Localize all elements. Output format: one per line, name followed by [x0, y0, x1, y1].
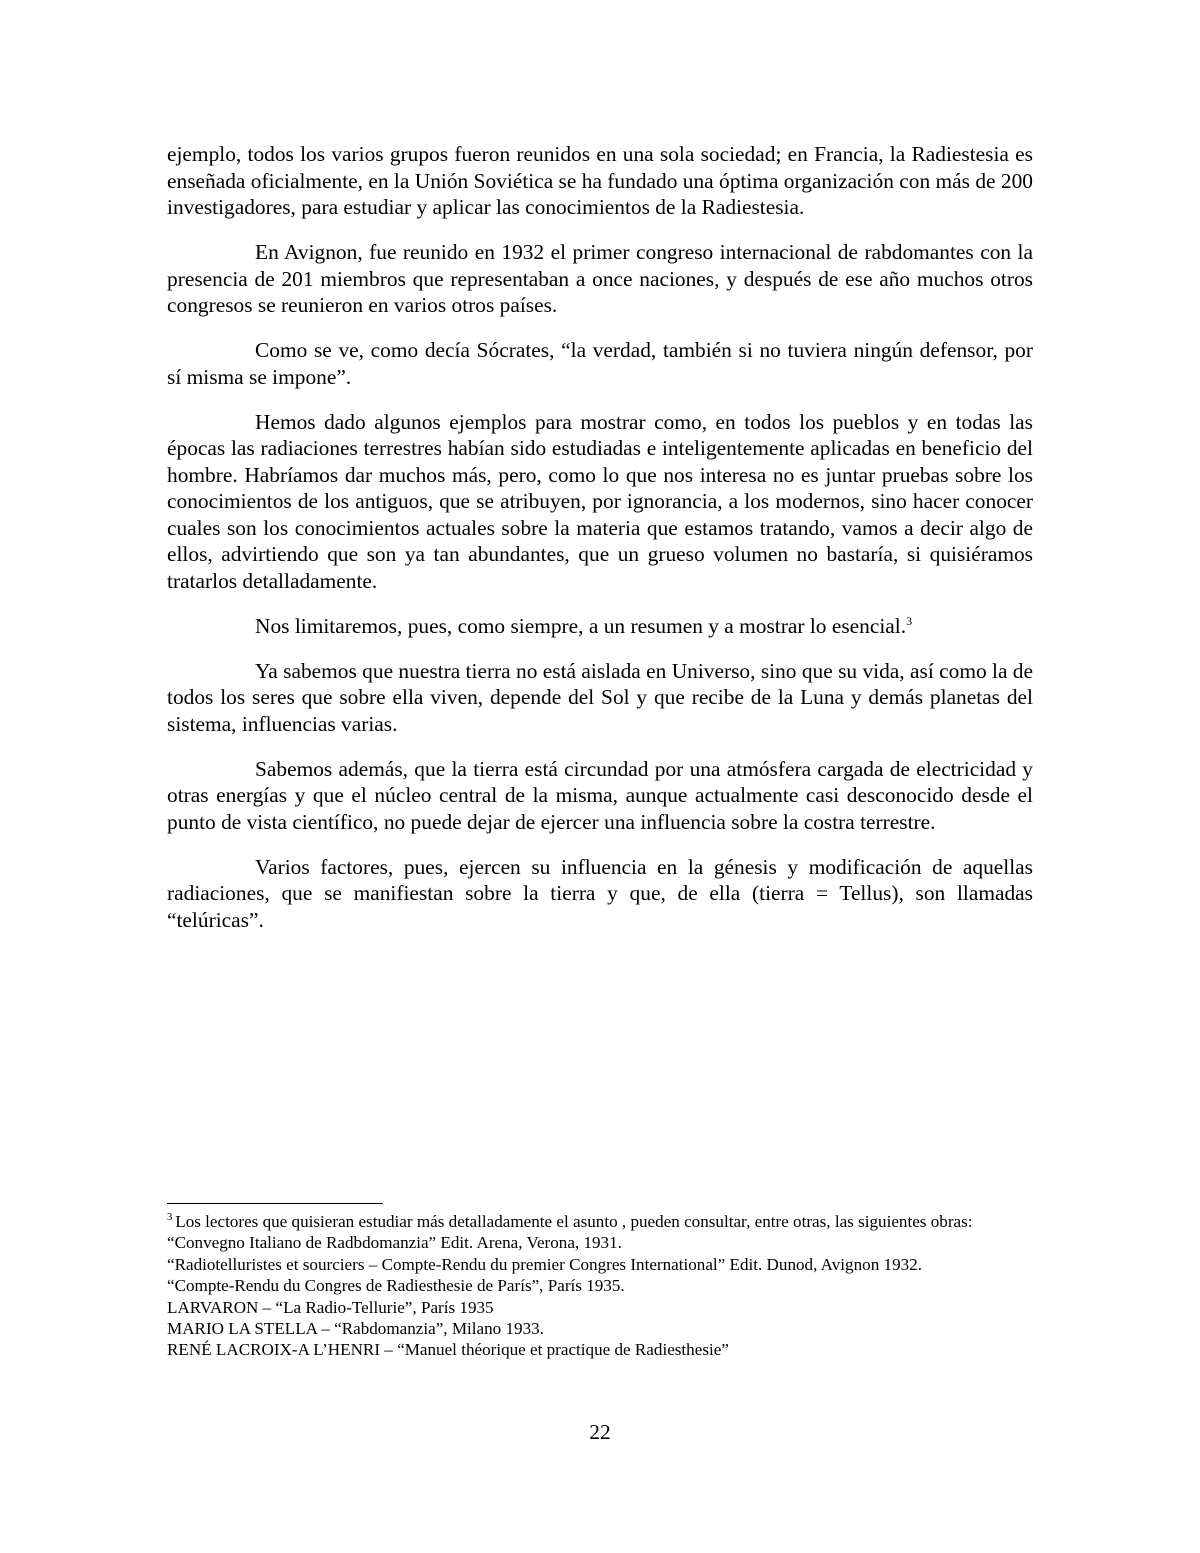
body-paragraph: Como se ve, como decía Sócrates, “la verdad, también si no tuviera ningún defensor, por sí misma se impone”.	[167, 338, 1033, 389]
page-body	[167, 141, 1033, 952]
body-paragraph-text: Nos limitaremos, pues, como siempre, a un resumen y a mostrar lo esencial.	[255, 613, 907, 638]
footnote-intro-text: Los lectores que quisieran estudiar más detalladamente el asunto , pueden consultar, entre otras, las siguientes obras:	[175, 1212, 973, 1231]
footnote-reference-marker[interactable]: 3	[906, 613, 913, 628]
footnote-separator	[167, 1203, 383, 1204]
body-paragraph-with-footnote	[167, 613, 1033, 640]
footnote-reference: MARIO LA STELLA – “Rabdomanzia”, Milano 1933.	[167, 1319, 544, 1339]
footnote-intro	[167, 1211, 1033, 1232]
footnote-reference: RENÉ LACROIX-A L’HENRI – “Manuel théorique et practique de Radiesthesie”	[167, 1340, 729, 1360]
body-paragraph: ejemplo, todos los varios grupos fueron reunidos en una sola sociedad; en Francia, la Radiestesia es enseñada oficialmente, en la Unión Soviética se ha fundado una óptima organización con más de 200 investigadores, para estudiar y aplicar las conocimientos de la Radiestesia.	[167, 142, 1033, 219]
footnote-reference: “Compte-Rendu du Congres de Radiesthesie de París”, París 1935.	[167, 1276, 625, 1296]
footnote-reference: LARVARON – “La Radio-Tellurie”, París 1935	[167, 1297, 494, 1317]
footnote-number: 3	[167, 1212, 173, 1224]
footnote-block	[167, 1211, 1033, 1361]
footnote-reference: “Radiotelluristes et sourciers – Compte-Rendu du premier Congres International” Edit. Dunod, Avignon 1932.	[167, 1254, 922, 1274]
body-paragraph: Hemos dado algunos ejemplos para mostrar como, en todos los pueblos y en todas las épocas las radiaciones terrestres habían sido estudiadas e inteligentemente aplicadas en beneficio del hombre. Habríamos dar muchos más, pero, como lo que nos interesa no es juntar pruebas sobre los conocimientos de los antiguos, que se atribuyen, por ignorancia, a los modernos, sino hacer conocer cuales son los conocimientos actuales sobre la materia que estamos tratando, vamos a decir algo de ellos, advirtiendo que son ya tan abundantes, que un grueso volumen no bastaría, si quisiéramos tratarlos detalladamente.	[167, 409, 1033, 593]
body-paragraph: Ya sabemos que nuestra tierra no está aislada en Universo, sino que su vida, así como la de todos los seres que sobre ella viven, depende del Sol y que recibe de la Luna y demás planetas del sistema, influencias varias.	[167, 658, 1033, 736]
footnote-reference: “Convegno Italiano de Radbdomanzia” Edit. Arena, Verona, 1931.	[167, 1233, 622, 1253]
page-number: 22	[589, 1420, 611, 1444]
body-paragraph: En Avignon, fue reunido en 1932 el primer congreso internacional de rabdomantes con la presencia de 201 miembros que representaban a once naciones, y después de ese año muchos otros congresos se reunieron en varios otros países.	[167, 240, 1033, 317]
body-paragraph: Sabemos además, que la tierra está circundad por una atmósfera cargada de electricidad y otras energías y que el núcleo central de la misma, aunque actualmente casi desconocido desde el punto de vista científico, no puede dejar de ejercer una influencia sobre la costra terrestre.	[167, 756, 1033, 834]
body-paragraph: Varios factores, pues, ejercen su influencia en la génesis y modificación de aquellas radiaciones, que se manifiestan sobre la tierra y que, de ella (tierra = Tellus), son llamadas “telúricas”.	[167, 854, 1033, 932]
